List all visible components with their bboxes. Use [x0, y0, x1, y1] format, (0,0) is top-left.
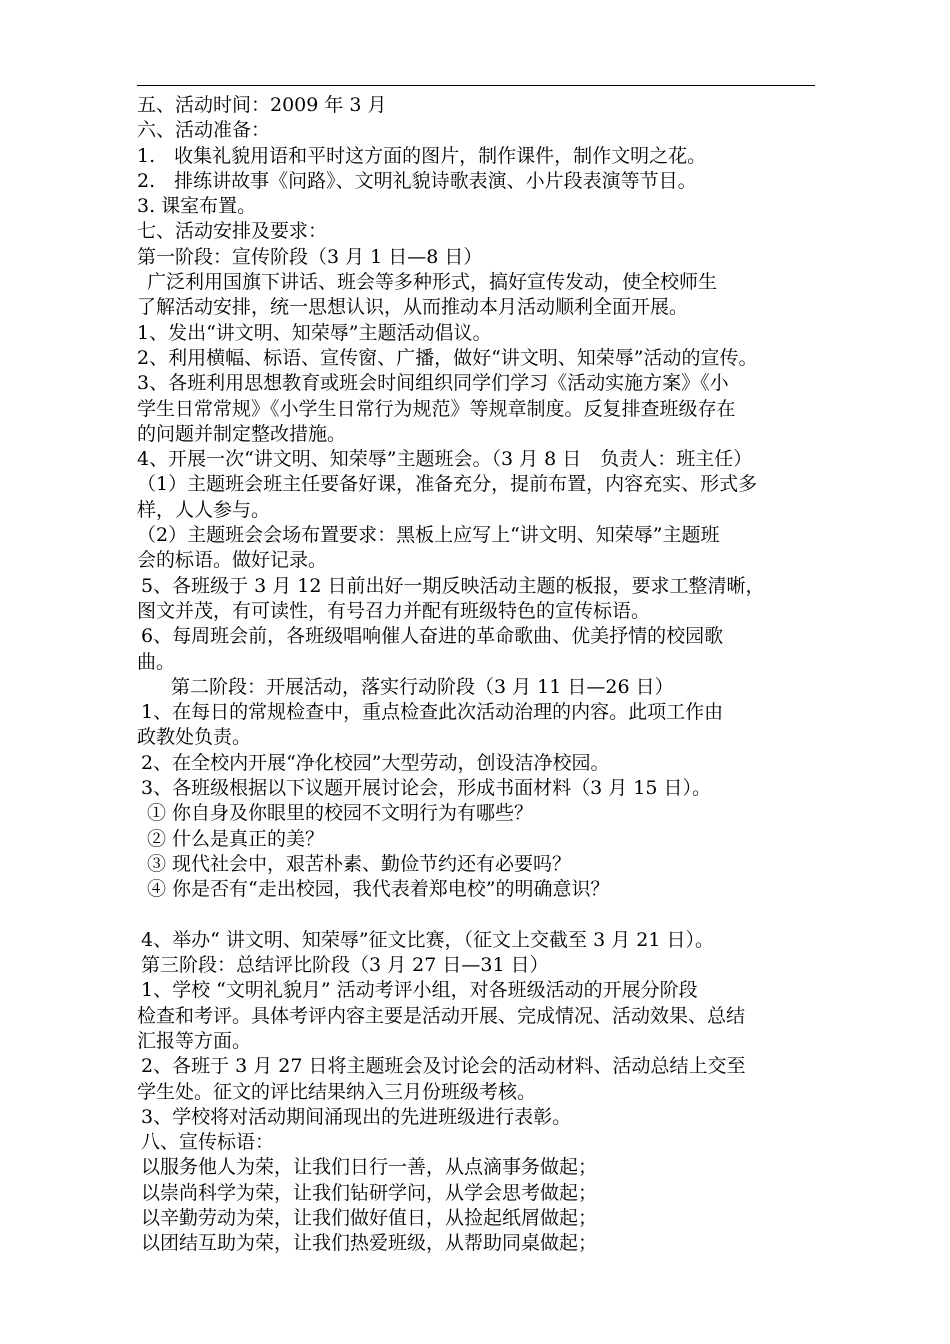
section-heading-time: 五、活动时间：2009 年 3 月 — [137, 94, 387, 116]
text-line: （1）主题班会班主任要备好课，准备充分，提前布置，内容充实、形式多 — [137, 473, 758, 496]
text-line: 3、各班级根据以下议题开展讨论会，形成书面材料（3 月 15 日）。 — [141, 777, 711, 800]
text-line: 2、利用横幅、标语、宣传窗、广播，做好“讲文明、知荣辱”活动的宣传。 — [137, 346, 758, 369]
text-line: 1、发出“讲文明、知荣辱”主题活动倡议。 — [137, 321, 492, 344]
document-body — [137, 93, 827, 1257]
text-line: 广泛利用国旗下讲话、班会等多种形式，搞好宣传发动，使全校师生 — [147, 271, 718, 294]
discussion-topic: ④ 你是否有“走出校园，我代表着郑电校”的明确意识？ — [147, 878, 610, 901]
text-line: 3、各班利用思想教育或班会时间组织同学们学习《活动实施方案》《小 — [137, 372, 729, 395]
section-heading-preparation: 六、活动准备： — [137, 119, 271, 142]
text-line: 图文并茂，有可读性，有号召力并配有班级特色的宣传标语。 — [137, 599, 651, 622]
phase-heading-1: 第一阶段：宣传阶段（3 月 1 日—8 日） — [137, 245, 483, 268]
text-line: 6、每周班会前，各班级唱响催人奋进的革命歌曲、优美抒情的校园歌 — [141, 625, 724, 648]
phase-heading-2: 第二阶段：开展活动，落实行动阶段（3 月 11 日—26 日） — [171, 675, 674, 698]
text-line: 2. 排练讲故事《问路》、文明礼貌诗歌表演、小片段表演等节目。 — [137, 169, 697, 192]
text-line: 5、各班级于 3 月 12 日前出好一期反映活动主题的板报，要求工整清晰， — [141, 574, 765, 597]
slogan-line: 以崇尚科学为荣，让我们钻研学问，从学会思考做起； — [141, 1181, 598, 1204]
text-line: 会的标语。做好记录。 — [137, 549, 328, 572]
text-line: 的问题并制定整改措施。 — [137, 422, 347, 445]
blank-line — [137, 903, 827, 928]
discussion-topic: ① 你自身及你眼里的校园不文明行为有哪些？ — [147, 802, 534, 825]
text-line: 4、开展一次“讲文明、知荣辱”主题班会。（3 月 8 日 负责人：班主任） — [137, 448, 753, 471]
text-line: 政教处负责。 — [137, 726, 252, 749]
text-line: 2、各班于 3 月 27 日将主题班会及讨论会的活动材料、活动总结上交至 — [141, 1055, 746, 1078]
text-line: 学生日常常规》《小学生日常行为规范》等规章制度。反复排查班级存在 — [137, 397, 736, 420]
text-line: 1、学校 “文明礼貌月” 活动考评小组，对各班级活动的开展分阶段 — [141, 979, 698, 1002]
text-line: 学生处。征文的评比结果纳入三月份班级考核。 — [137, 1080, 537, 1103]
phase-heading-3: 第三阶段：总结评比阶段（3 月 27 日—31 日） — [141, 954, 549, 977]
text-line: 3、学校将对活动期间涌现出的先进班级进行表彰。 — [141, 1105, 572, 1128]
slogan-line: 以辛勤劳动为荣，让我们做好值日，从捡起纸屑做起； — [141, 1207, 598, 1230]
text-line: 汇报等方面。 — [137, 1029, 252, 1052]
slogan-line: 以团结互助为荣，让我们热爱班级，从帮助同桌做起； — [141, 1232, 598, 1255]
text-line: 了解活动安排，统一思想认识，从而推动本月活动顺利全面开展。 — [137, 296, 689, 319]
discussion-topic: ③ 现代社会中，艰苦朴素、勤俭节约还有必要吗？ — [147, 852, 572, 875]
discussion-topic: ② 什么是真正的美？ — [147, 827, 325, 850]
text-line: （2）主题班会会场布置要求：黑板上应写上“讲文明、知荣辱”主题班 — [137, 524, 720, 547]
slogan-line: 以服务他人为荣，让我们日行一善，从点滴事务做起； — [141, 1156, 598, 1179]
section-heading-arrangement: 七、活动安排及要求： — [137, 220, 328, 243]
header-rule — [137, 85, 815, 86]
text-line: 样，人人参与。 — [137, 498, 271, 521]
text-line: 1. 收集礼貌用语和平时这方面的图片，制作课件，制作文明之花。 — [137, 144, 707, 167]
section-heading-slogans: 八、宣传标语： — [141, 1131, 275, 1154]
text-line: 检查和考评。具体考评内容主要是活动开展、完成情况、活动效果、总结 — [137, 1004, 746, 1027]
text-line: 曲。 — [137, 650, 176, 673]
text-line: 4、举办“ 讲文明、知荣辱”征文比赛，（征文上交截至 3 月 21 日）。 — [141, 928, 714, 951]
text-line: 3. 课室布置。 — [137, 195, 257, 218]
text-line: 2、在全校内开展“净化校园”大型劳动，创设洁净校园。 — [141, 751, 610, 774]
text-line: 1、在每日的常规检查中，重点检查此次活动治理的内容。此项工作由 — [141, 701, 724, 724]
